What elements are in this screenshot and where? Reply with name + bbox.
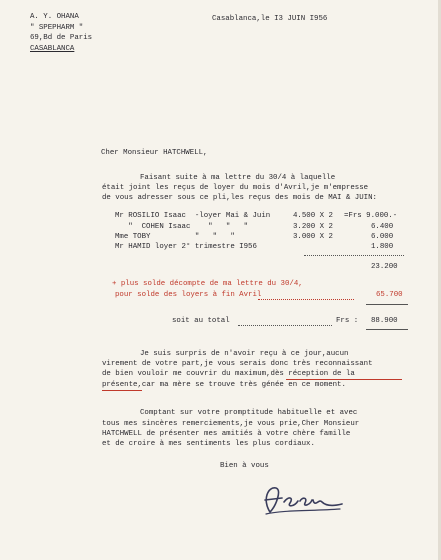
tenant-label: " COHEN Isaac " " " (115, 223, 249, 231)
sender-company: " SPEPHARM " (30, 24, 84, 32)
sender-city: CASABLANCA (30, 45, 75, 53)
correction-line-2: pour solde des loyers à fin Avril (115, 291, 262, 299)
correction-line-1: + plus solde décompte de ma lettre du 30/4, (112, 280, 303, 288)
para3-line-3: HATCHWELL de présenter mes amitiés à votre chère famille (102, 430, 351, 438)
tenant-amount: 1.800 (371, 243, 394, 251)
total-amount: 88.900 (371, 317, 398, 325)
tenant-calc: 4.500 X 2 (293, 212, 333, 220)
total-rule (366, 329, 408, 330)
sender-address: 69,Bd de Paris (30, 34, 93, 42)
tenant-calc: 3.200 X 2 (293, 223, 333, 231)
para2-line-2: virement de votre part,je vous serais donc très reconnaissant (102, 360, 373, 368)
tenant-label: Mme TOBY " " " (115, 233, 235, 241)
table-rule (304, 255, 404, 256)
tenant-amount: =Frs 9.000.- (344, 212, 398, 220)
para3-line-2: tous mes sincères remerciements,je vous prie,Cher Monsieur (102, 420, 360, 428)
para3-line-1: Comptant sur votre promptitude habituelle et avec (140, 409, 358, 417)
intro-line-2: était joint les reçus de loyer du mois d'Avril,je m'empresse (102, 184, 369, 192)
tenant-amount: 6.400 (371, 223, 394, 231)
para2-line-3: de bien vouloir me couvrir du maximum,dès réception de la (102, 370, 355, 378)
correction-amount: 65.700 (376, 291, 403, 299)
sender-name: A. Y. OHANA (30, 13, 79, 21)
salutation: Cher Monsieur HATCHWELL, (101, 149, 208, 157)
place-date: Casablanca,le I3 JUIN I956 (212, 15, 328, 23)
closing: Bien à vous (220, 462, 269, 470)
total-label: soit au total (172, 317, 230, 325)
intro-line-1: Faisant suite à ma lettre du 30/4 à laquelle (140, 174, 336, 182)
red-underline (102, 390, 142, 391)
subtotal-amount: 23.200 (371, 263, 398, 271)
total-leader (238, 325, 332, 326)
tenant-amount: 6.000 (371, 233, 394, 241)
para2-line-4: présente,car ma mère se trouve très génée en ce moment. (102, 381, 346, 389)
tenant-calc: 3.000 X 2 (293, 233, 333, 241)
tenant-label: Mr ROSILIO Isaac -loyer Mai & Juin (115, 212, 271, 220)
sum-rule (366, 304, 408, 305)
para3-line-4: et de croire à mes sentiments les plus cordiaux. (102, 440, 315, 448)
tenant-label: Mr HAMID loyer 2° trimestre I956 (115, 243, 257, 251)
total-currency: Frs : (336, 317, 359, 325)
red-underline (286, 379, 402, 380)
signature-image (252, 478, 347, 518)
para2-line-1: Je suis surpris de n'avoir reçu à ce jour,aucun (140, 350, 349, 358)
intro-line-3: de vous adresser sous ce pli,les reçus des mois de MAI & JUIN: (102, 194, 377, 202)
correction-leader (258, 299, 354, 300)
